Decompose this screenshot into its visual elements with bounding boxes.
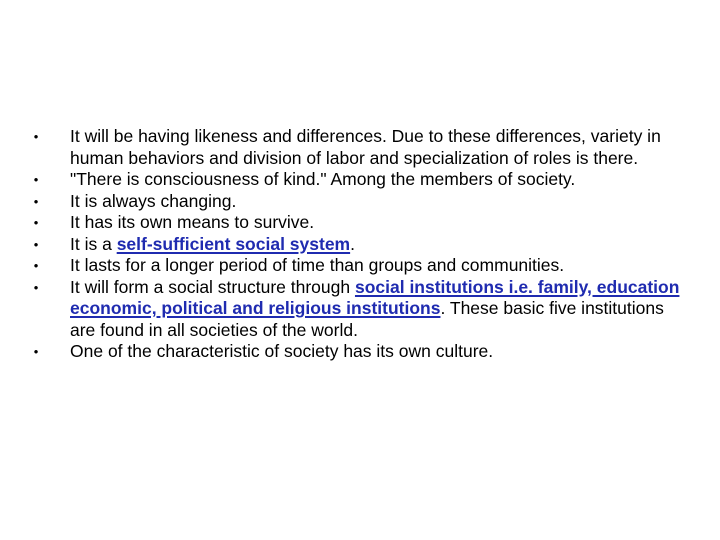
bullet-text-after: . These basic five institutions are found in all societies of the world. xyxy=(70,298,664,340)
bullet-text: One of the characteristic of society has its own culture. xyxy=(70,341,494,361)
bullet-text xyxy=(70,277,679,340)
bullet-list xyxy=(30,126,690,363)
bullet-text: It has its own means to survive. xyxy=(70,212,315,232)
bullet-item xyxy=(30,234,690,256)
bullet-text-before: It will form a social structure through xyxy=(70,276,355,297)
bullet-item xyxy=(30,191,690,213)
bullet-dot-icon: • xyxy=(33,129,39,144)
bullet-text: It will be having likeness and differences. Due to these differences, variety in human behaviors and division of labor and specialization of roles is there. xyxy=(70,126,661,168)
bullet-item xyxy=(30,169,690,191)
bullet-dot-icon: • xyxy=(33,344,39,359)
bullet-item xyxy=(30,255,690,277)
bullet-dot-icon: • xyxy=(33,193,39,209)
bullet-text: It is always changing. xyxy=(70,190,237,211)
bullet-item xyxy=(30,126,690,169)
bullet-dot-icon: • xyxy=(33,279,39,295)
bullet-dot-icon: • xyxy=(33,236,39,252)
bullet-dot-icon: • xyxy=(33,258,39,273)
bullet-item xyxy=(30,277,690,342)
bullet-text: "There is consciousness of kind." Among the members of society. xyxy=(70,169,576,189)
bullet-dot-icon: • xyxy=(33,215,39,230)
bullet-item xyxy=(30,212,690,234)
bullet-text-before: It is a xyxy=(70,233,117,254)
bullet-text xyxy=(70,234,355,254)
bullet-dot-icon: • xyxy=(33,172,39,187)
bullet-text-after: . xyxy=(350,233,355,254)
self-sufficient-social-system-link[interactable]: self-sufficient social system xyxy=(116,233,351,254)
bullet-item xyxy=(30,341,690,363)
social-institutions-link[interactable]: social institutions i.e. family, education economic, political and religious institutions xyxy=(70,276,680,318)
bullet-text: It lasts for a longer period of time than groups and communities. xyxy=(70,255,565,275)
